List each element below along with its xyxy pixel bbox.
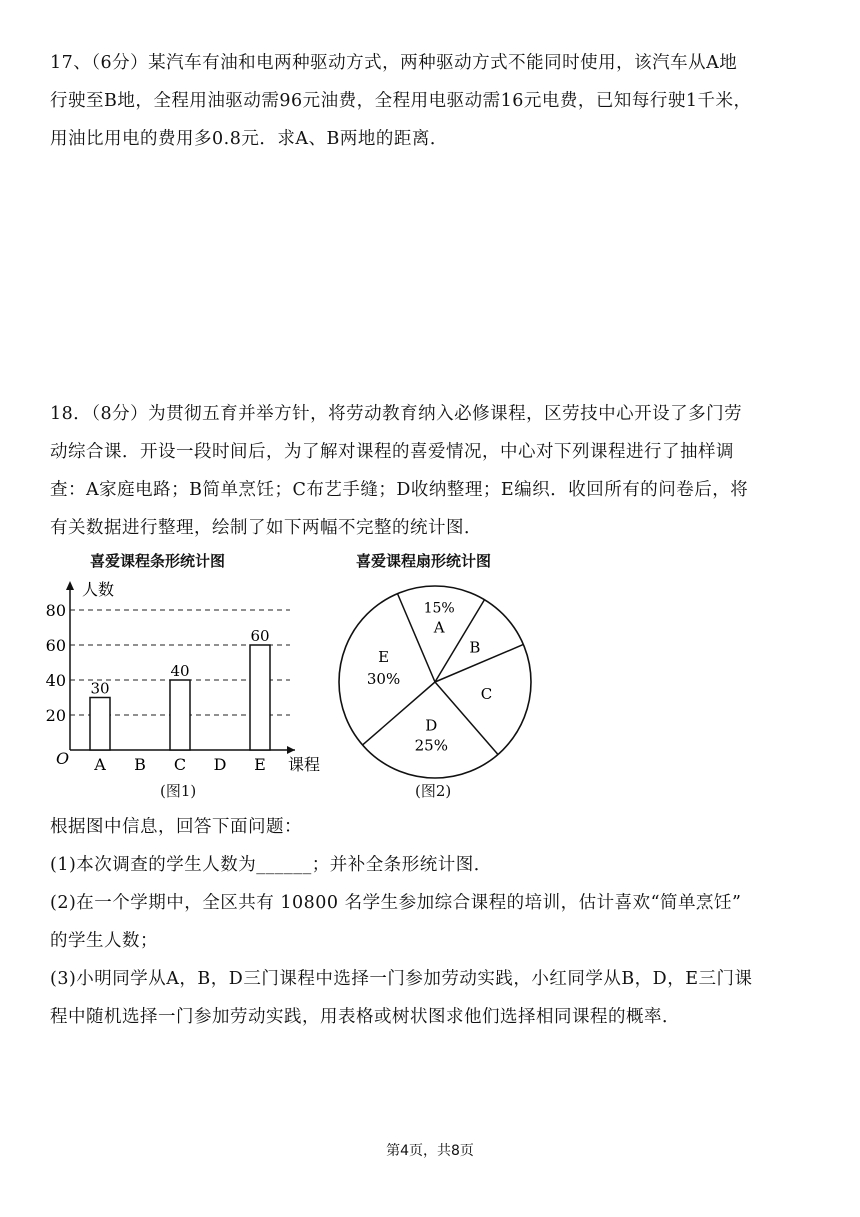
q17-line-1: 17、（6分）某汽车有油和电两种驱动方式，两种驱动方式不能同时使用，该汽车从A地: [50, 53, 738, 73]
pie-chart-title: 喜爱课程扇形统计图: [356, 552, 492, 570]
x-axis-label: 课程: [288, 755, 321, 774]
slice-percent-E: 30%: [366, 670, 401, 689]
question-18-intro: [50, 395, 810, 547]
q18-prompt: 根据图中信息，回答下面问题：: [50, 817, 302, 837]
q18-sub-3-line-1: (3)小明同学从A，B，D三门课程中选择一门参加劳动实践，小红同学从B，D，E三门课: [50, 969, 753, 989]
slice-percent-D: 25%: [414, 736, 448, 755]
x-tick-label-A: A: [94, 755, 106, 774]
y-axis-label: 人数: [82, 580, 115, 599]
slice-label-B: B: [469, 638, 481, 657]
y-tick-label-60: 60: [45, 636, 66, 655]
page-footer: 第4页，共8页: [386, 1143, 474, 1159]
q18-line-1: 18．（8分）为贯彻五育并举方针，将劳动教育纳入必修课程，区劳技中心开设了多门劳: [50, 404, 743, 424]
bar-value-label-C: 40: [170, 662, 190, 680]
y-tick-label-80: 80: [45, 601, 66, 620]
bar-value-label-A: 30: [90, 679, 110, 698]
x-tick-label-D: D: [213, 755, 227, 774]
question-18-sub-questions: [50, 808, 810, 1036]
bar-E: [250, 645, 270, 750]
slice-label-A: A: [433, 618, 445, 637]
x-tick-label-E: E: [254, 755, 266, 774]
fig1-caption: (图1): [160, 782, 197, 800]
q18-line-2: 动综合课．开设一段时间后，为了解对课程的喜爱情况，中心对下列课程进行了抽样调: [50, 442, 734, 462]
bar-A: [90, 698, 110, 751]
x-tick-label-C: C: [173, 755, 187, 774]
slice-label-E: E: [378, 648, 390, 667]
fig2-caption: (图2): [415, 782, 452, 800]
q18-sub-3-line-2: 程中随机选择一门参加劳动实践，用表格或树状图求他们选择相同课程的概率．: [50, 1007, 680, 1027]
q17-line-3: 用油比用电的费用多0.8元．求A、B两地的距离．: [50, 129, 448, 149]
q18-sub-2-line-1: (2)在一个学期中，全区共有 10800 名学生参加综合课程的培训，估计喜欢“简单烹饪”: [50, 893, 742, 913]
slice-label-D: D: [425, 716, 438, 735]
bar-C: [170, 680, 190, 750]
pie-chart: [325, 580, 545, 780]
q18-sub-1: (1)本次调查的学生人数为______；并补全条形统计图．: [50, 855, 492, 875]
q18-line-4: 有关数据进行整理，绘制了如下两幅不完整的统计图．: [50, 518, 482, 538]
y-tick-label-40: 40: [45, 671, 66, 690]
origin-label: O: [56, 749, 70, 768]
bar-value-label-E: 60: [250, 627, 270, 645]
x-axis-arrow: [287, 746, 295, 754]
x-tick-label-B: B: [134, 755, 146, 774]
slice-percent-A: 15%: [423, 600, 455, 617]
q18-sub-2-line-2: 的学生人数；: [50, 931, 158, 951]
question-17: [50, 44, 810, 158]
q17-line-2: 行驶至B地，全程用油驱动需96元油费，全程用电驱动需16元电费，已知每行驶1千米，: [50, 91, 752, 111]
bar-chart: [40, 575, 370, 795]
q18-line-3: 查：A家庭电路；B简单烹饪；C布艺手缝；D收纳整理；E编织．收回所有的问卷后，将: [50, 480, 749, 500]
y-axis-arrow: [66, 581, 74, 590]
slice-label-C: C: [480, 684, 493, 703]
bar-chart-title: 喜爱课程条形统计图: [90, 552, 226, 570]
y-tick-label-20: 20: [45, 706, 66, 725]
